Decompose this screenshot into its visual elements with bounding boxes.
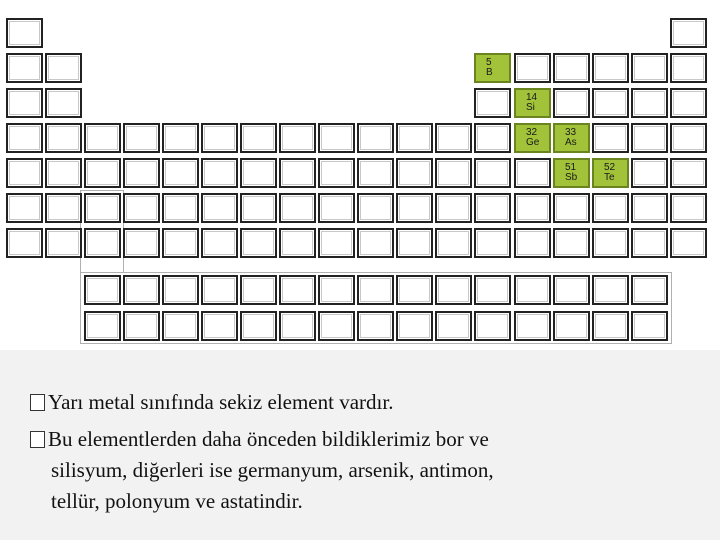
element-cell [670,193,707,223]
element-cell [592,53,629,83]
element-cell [318,123,355,153]
element-cell-te [592,158,629,188]
element-cell [201,311,238,341]
element-cell [279,311,316,341]
element-cell [162,193,199,223]
element-cell [45,228,82,258]
element-cell [240,123,277,153]
element-cell [162,228,199,258]
element-cell [631,228,668,258]
bullet-point-1 [30,390,393,415]
element-cell [553,311,590,341]
element-cell [396,193,433,223]
element-cell [631,88,668,118]
element-cell [45,123,82,153]
element-cell [6,53,43,83]
element-cell [84,275,121,305]
element-cell [45,88,82,118]
atomic-number: 14 [526,92,538,103]
element-cell [631,158,668,188]
element-symbol: Ge [526,137,540,148]
element-cell [357,228,394,258]
element-cell [45,158,82,188]
element-cell [553,228,590,258]
element-cell [631,53,668,83]
element-cell [123,193,160,223]
element-cell [162,275,199,305]
element-cell [279,123,316,153]
atomic-number: 52 [604,162,616,173]
element-cell [201,193,238,223]
element-cell [514,228,551,258]
element-cell [631,275,668,305]
element-cell [318,158,355,188]
element-cell [670,18,707,48]
element-cell [123,158,160,188]
element-cell [474,275,511,305]
element-cell [670,158,707,188]
element-cell [474,193,511,223]
element-cell [670,88,707,118]
element-cell [45,53,82,83]
bullet-point-2 [30,427,489,452]
element-cell [6,158,43,188]
element-cell-as [553,123,590,153]
atomic-number: 32 [526,127,538,138]
element-cell [553,275,590,305]
element-cell [553,193,590,223]
element-cell [162,311,199,341]
element-cell [279,158,316,188]
element-cell [553,88,590,118]
bullet-2-text-line-1: Bu elementlerden daha önceden bildiklerimiz bor ve [48,427,489,451]
element-cell [514,158,551,188]
element-cell [631,193,668,223]
element-cell [240,158,277,188]
element-cell [123,311,160,341]
element-cell [45,193,82,223]
element-cell [357,275,394,305]
bullet-icon [30,394,45,411]
element-cell [318,228,355,258]
element-cell [84,123,121,153]
element-cell [357,158,394,188]
element-cell [514,53,551,83]
atomic-number: 33 [565,127,577,138]
element-cell [6,228,43,258]
element-cell [514,193,551,223]
atomic-number: 51 [565,162,577,173]
element-cell [201,123,238,153]
element-cell [6,123,43,153]
element-cell [318,311,355,341]
element-cell [279,228,316,258]
element-cell [474,123,511,153]
element-cell [123,228,160,258]
element-cell [396,228,433,258]
element-cell [631,123,668,153]
element-cell [123,123,160,153]
element-cell [357,123,394,153]
bullet-2-continuation: tellür, polonyum ve astatindir. [51,489,303,513]
element-cell [435,123,472,153]
element-cell [396,275,433,305]
element-cell [162,123,199,153]
element-cell [240,228,277,258]
element-cell [279,275,316,305]
element-cell [631,311,668,341]
element-cell-sb [553,158,590,188]
element-cell [435,158,472,188]
bullet-icon [30,431,45,448]
element-cell [396,311,433,341]
element-cell [670,228,707,258]
element-cell [592,311,629,341]
element-cell [201,275,238,305]
element-cell [6,18,43,48]
element-cell [474,158,511,188]
element-cell [592,193,629,223]
element-cell [201,158,238,188]
element-cell [162,158,199,188]
element-cell [357,311,394,341]
element-cell-ge [514,123,551,153]
element-cell [435,193,472,223]
element-cell [514,275,551,305]
element-cell [318,275,355,305]
element-cell [474,88,511,118]
element-symbol: Si [526,102,535,113]
bullet-2-continuation: silisyum, diğerleri ise germanyum, arsenik, antimon, [51,458,494,482]
element-cell [279,193,316,223]
bullet-1-text: Yarı metal sınıfında sekiz element vardır. [48,390,394,414]
element-cell [357,193,394,223]
element-cell [474,228,511,258]
element-cell [318,193,355,223]
atomic-number: 5 [486,57,492,68]
element-cell [84,193,121,223]
element-cell [396,123,433,153]
element-cell [553,53,590,83]
element-cell [514,311,551,341]
element-cell [435,275,472,305]
element-symbol: Sb [565,172,578,183]
element-cell [84,228,121,258]
element-cell [670,53,707,83]
element-cell [6,88,43,118]
element-cell [435,311,472,341]
element-cell [240,193,277,223]
element-cell [592,123,629,153]
element-cell [670,123,707,153]
element-symbol: As [565,137,577,148]
element-cell [474,311,511,341]
element-cell [592,88,629,118]
element-symbol: B [486,67,493,78]
element-cell [123,275,160,305]
element-cell-si [514,88,551,118]
element-cell [240,275,277,305]
text-panel [0,350,720,540]
element-symbol: Te [604,172,615,183]
element-cell [396,158,433,188]
element-cell-b [474,53,511,83]
element-cell [201,228,238,258]
element-cell [435,228,472,258]
element-cell [84,158,121,188]
element-cell [240,311,277,341]
element-cell [6,193,43,223]
element-cell [84,311,121,341]
element-cell [592,275,629,305]
element-cell [592,228,629,258]
